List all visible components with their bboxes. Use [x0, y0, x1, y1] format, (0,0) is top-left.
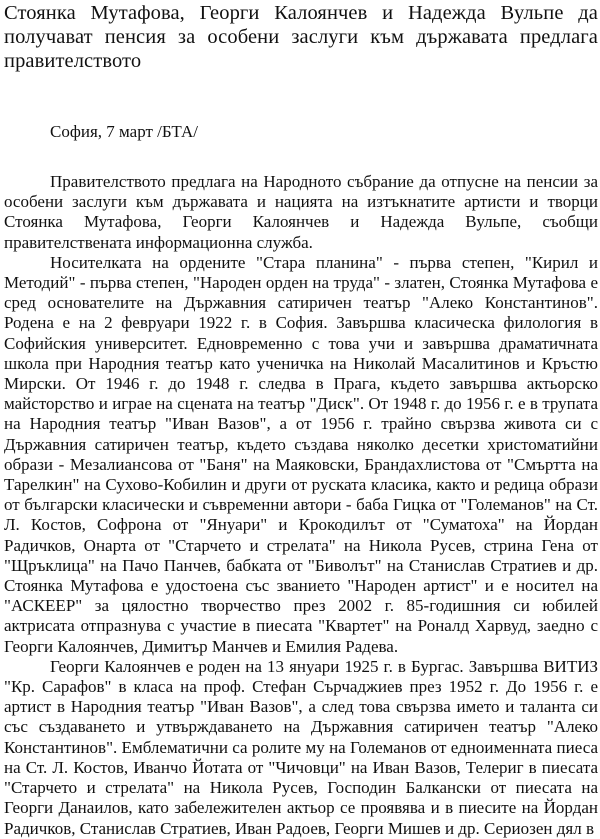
article-dateline: София, 7 март /БТА/ [50, 122, 198, 141]
article-body [4, 172, 598, 839]
document-page [0, 1, 600, 839]
paragraph-mutafova: Носителката на ордените "Стара планина" - първа степен, "Кирил и Методий" - първа степен, "Народен орден на труда" - златен, Стоянка Мутафова е сред основателите на Държавния сатиричен театър "Алеко Константинов". Родена е на 2 февруари 1922 г. в София. Завършва класическа филология в Софийския университет. Едновременно с това учи и завършва драматичната школа при Народния театър като ученичка на Николай Масалитинов и Кръстю Мирски. От 1946 г. до 1948 г. следва в Прага, където завършва актьорско майсторство и играе на сцената на театър "Диск". От 1948 г. до 1956 г. е в трупата на Народния театър "Иван Вазов", а от 1956 г. трайно свързва живота си с Държавния сатиричен театър, където създава няколко десетки христоматийни образи - Мезалиансова от "Баня" на Маяковски, Брандахлистова от "Смъртта на Тарелкин" на Сухово-Кобилин и други от руската класика, както и редица образи от български класически и съвременни автори - баба Гицка от "Големанов" на Ст. Л. Костов, Софрона от "Януари" и Крокодилът от "Суматоха" на Йордан Радичков, Онарта от "Старчето и стрелата" на Никола Русев, стрина Гена от "Щръклица" на Пачо Панчев, бабката от "Биволът" на Станислав Стратиев и др. Стоянка Мутафова е удостоена със званието "Народен артист" и е носител на "АСКЕЕР" за цялостно творчество през 2002 г. 85-годишния си юбилей актрисата отпразнува с участие в пиесата "Квартет" на Роналд Харвуд, заедно с Георги Калоянчев, Димитър Манчев и Емилия Радева. [4, 252, 598, 656]
paragraph-kaloyanchev: Георги Калоянчев е роден на 13 януари 1925 г. в Бургас. Завършва ВИТИЗ "Кр. Сарафов" в класа на проф. Стефан Сърчаджиев през 1952 г. До 1956 г. е артист в Народния театър "Иван Вазов", а след това свързва името и таланта си със създаването и утвърждаването на Държавния сатиричен театър "Алеко Константинов". Емблематични са ролите му на Големанов от едноименната пиеса на Ст. Л. Костов, Иванчо Йотата от "Чичовци" на Иван Вазов, Телериг в пиесата "Старчето и стрелата" на Никола Русев, Господин Балкански от пиесата на Георги Данаилов, като забележителен актьор се проявява и в пиесите на Йордан Радичков, Станислав Стратиев, Иван Радоев, Георги Мишев и др. Сериозен дял в [4, 656, 598, 838]
paragraph-intro: Правителството предлага на Народното събрание да отпусне на пенсии за особени заслуги към държавата и нацията на изтъкнатите артисти и творци Стоянка Мутафова, Георги Калоянчев и Надежда Вульпе, съобщи правителствената информационна служба. [4, 172, 598, 252]
article-title: Стоянка Мутафова, Георги Калоянчев и Надежда Вульпе да получават пенсия за особени заслуги към държавата предлага правителството [4, 2, 598, 72]
